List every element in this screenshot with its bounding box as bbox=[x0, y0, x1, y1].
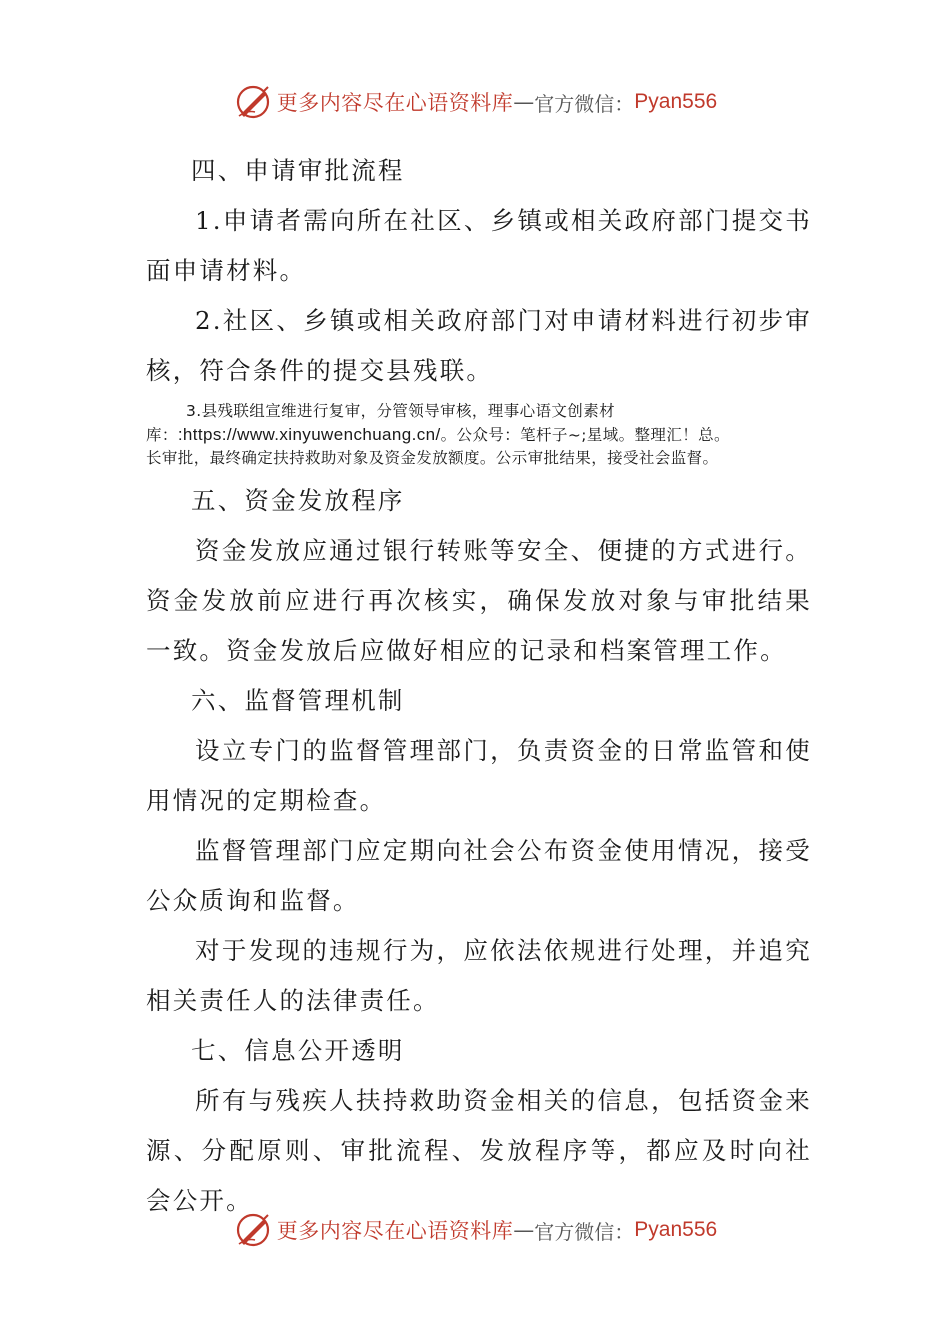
section-heading-5: 五、资金发放程序 bbox=[191, 486, 405, 515]
section-heading-7: 七、信息公开透明 bbox=[191, 1036, 405, 1065]
banner-main-text: 更多内容尽在心语资料库 bbox=[276, 1219, 514, 1243]
pen-logo-icon bbox=[233, 82, 273, 122]
banner-wechat-label: 官方微信： bbox=[534, 1219, 635, 1244]
inserted-ad-paragraph bbox=[146, 400, 812, 470]
pen-logo-icon bbox=[233, 1210, 273, 1250]
paragraph: 1.申请者需向所在社区、乡镇或相关政府部门提交书面申请材料。 bbox=[146, 206, 812, 285]
section-heading-6: 六、监督管理机制 bbox=[191, 686, 405, 715]
paragraph: 资金发放应通过银行转账等安全、便捷的方式进行。资金发放前应进行再次核实，确保发放对象与审批结果一致。资金发放后应做好相应的记录和档案管理工作。 bbox=[146, 536, 812, 665]
paragraph: 所有与残疾人扶持救助资金相关的信息，包括资金来源、分配原则、审批流程、发放程序等，都应及时向社会公开。 bbox=[146, 1086, 812, 1215]
banner-wechat-id: Pyan556 bbox=[634, 90, 718, 113]
banner-dash: — bbox=[513, 1218, 535, 1242]
ad-url-link[interactable]: :https://www.xinyuwenchuang.cn/ bbox=[177, 425, 441, 444]
banner-wechat-id: Pyan556 bbox=[634, 1218, 718, 1241]
ad-line-2 bbox=[146, 423, 812, 447]
paragraph: 2.社区、乡镇或相关政府部门对申请材料进行初步审核，符合条件的提交县残联。 bbox=[146, 306, 812, 385]
banner-wechat-label: 官方微信： bbox=[534, 91, 635, 116]
document-body bbox=[146, 146, 812, 1226]
paragraph: 对于发现的违规行为，应依法依规进行处理，并追究相关责任人的法律责任。 bbox=[146, 936, 812, 1015]
banner-dash: — bbox=[513, 90, 535, 114]
header-banner bbox=[0, 80, 950, 124]
section-heading-4: 四、申请审批流程 bbox=[191, 156, 405, 185]
banner-main-text: 更多内容尽在心语资料库 bbox=[276, 91, 514, 115]
ad-prefix: 库： bbox=[146, 426, 178, 444]
footer-banner bbox=[0, 1208, 950, 1252]
ad-line-1: 3.县残联组宣维进行复审，分管领导审核，理事心语文创素材 bbox=[186, 402, 615, 420]
paragraph: 监督管理部门应定期向社会公布资金使用情况，接受公众质询和监督。 bbox=[146, 836, 812, 915]
paragraph: 设立专门的监督管理部门，负责资金的日常监管和使用情况的定期检查。 bbox=[146, 736, 812, 815]
ad-suffix: 。公众号：笔杆子~;星域。整理汇！总。 bbox=[440, 426, 730, 444]
ad-line-3: 长审批，最终确定扶持救助对象及资金发放额度。公示审批结果，接受社会监督。 bbox=[146, 449, 719, 467]
